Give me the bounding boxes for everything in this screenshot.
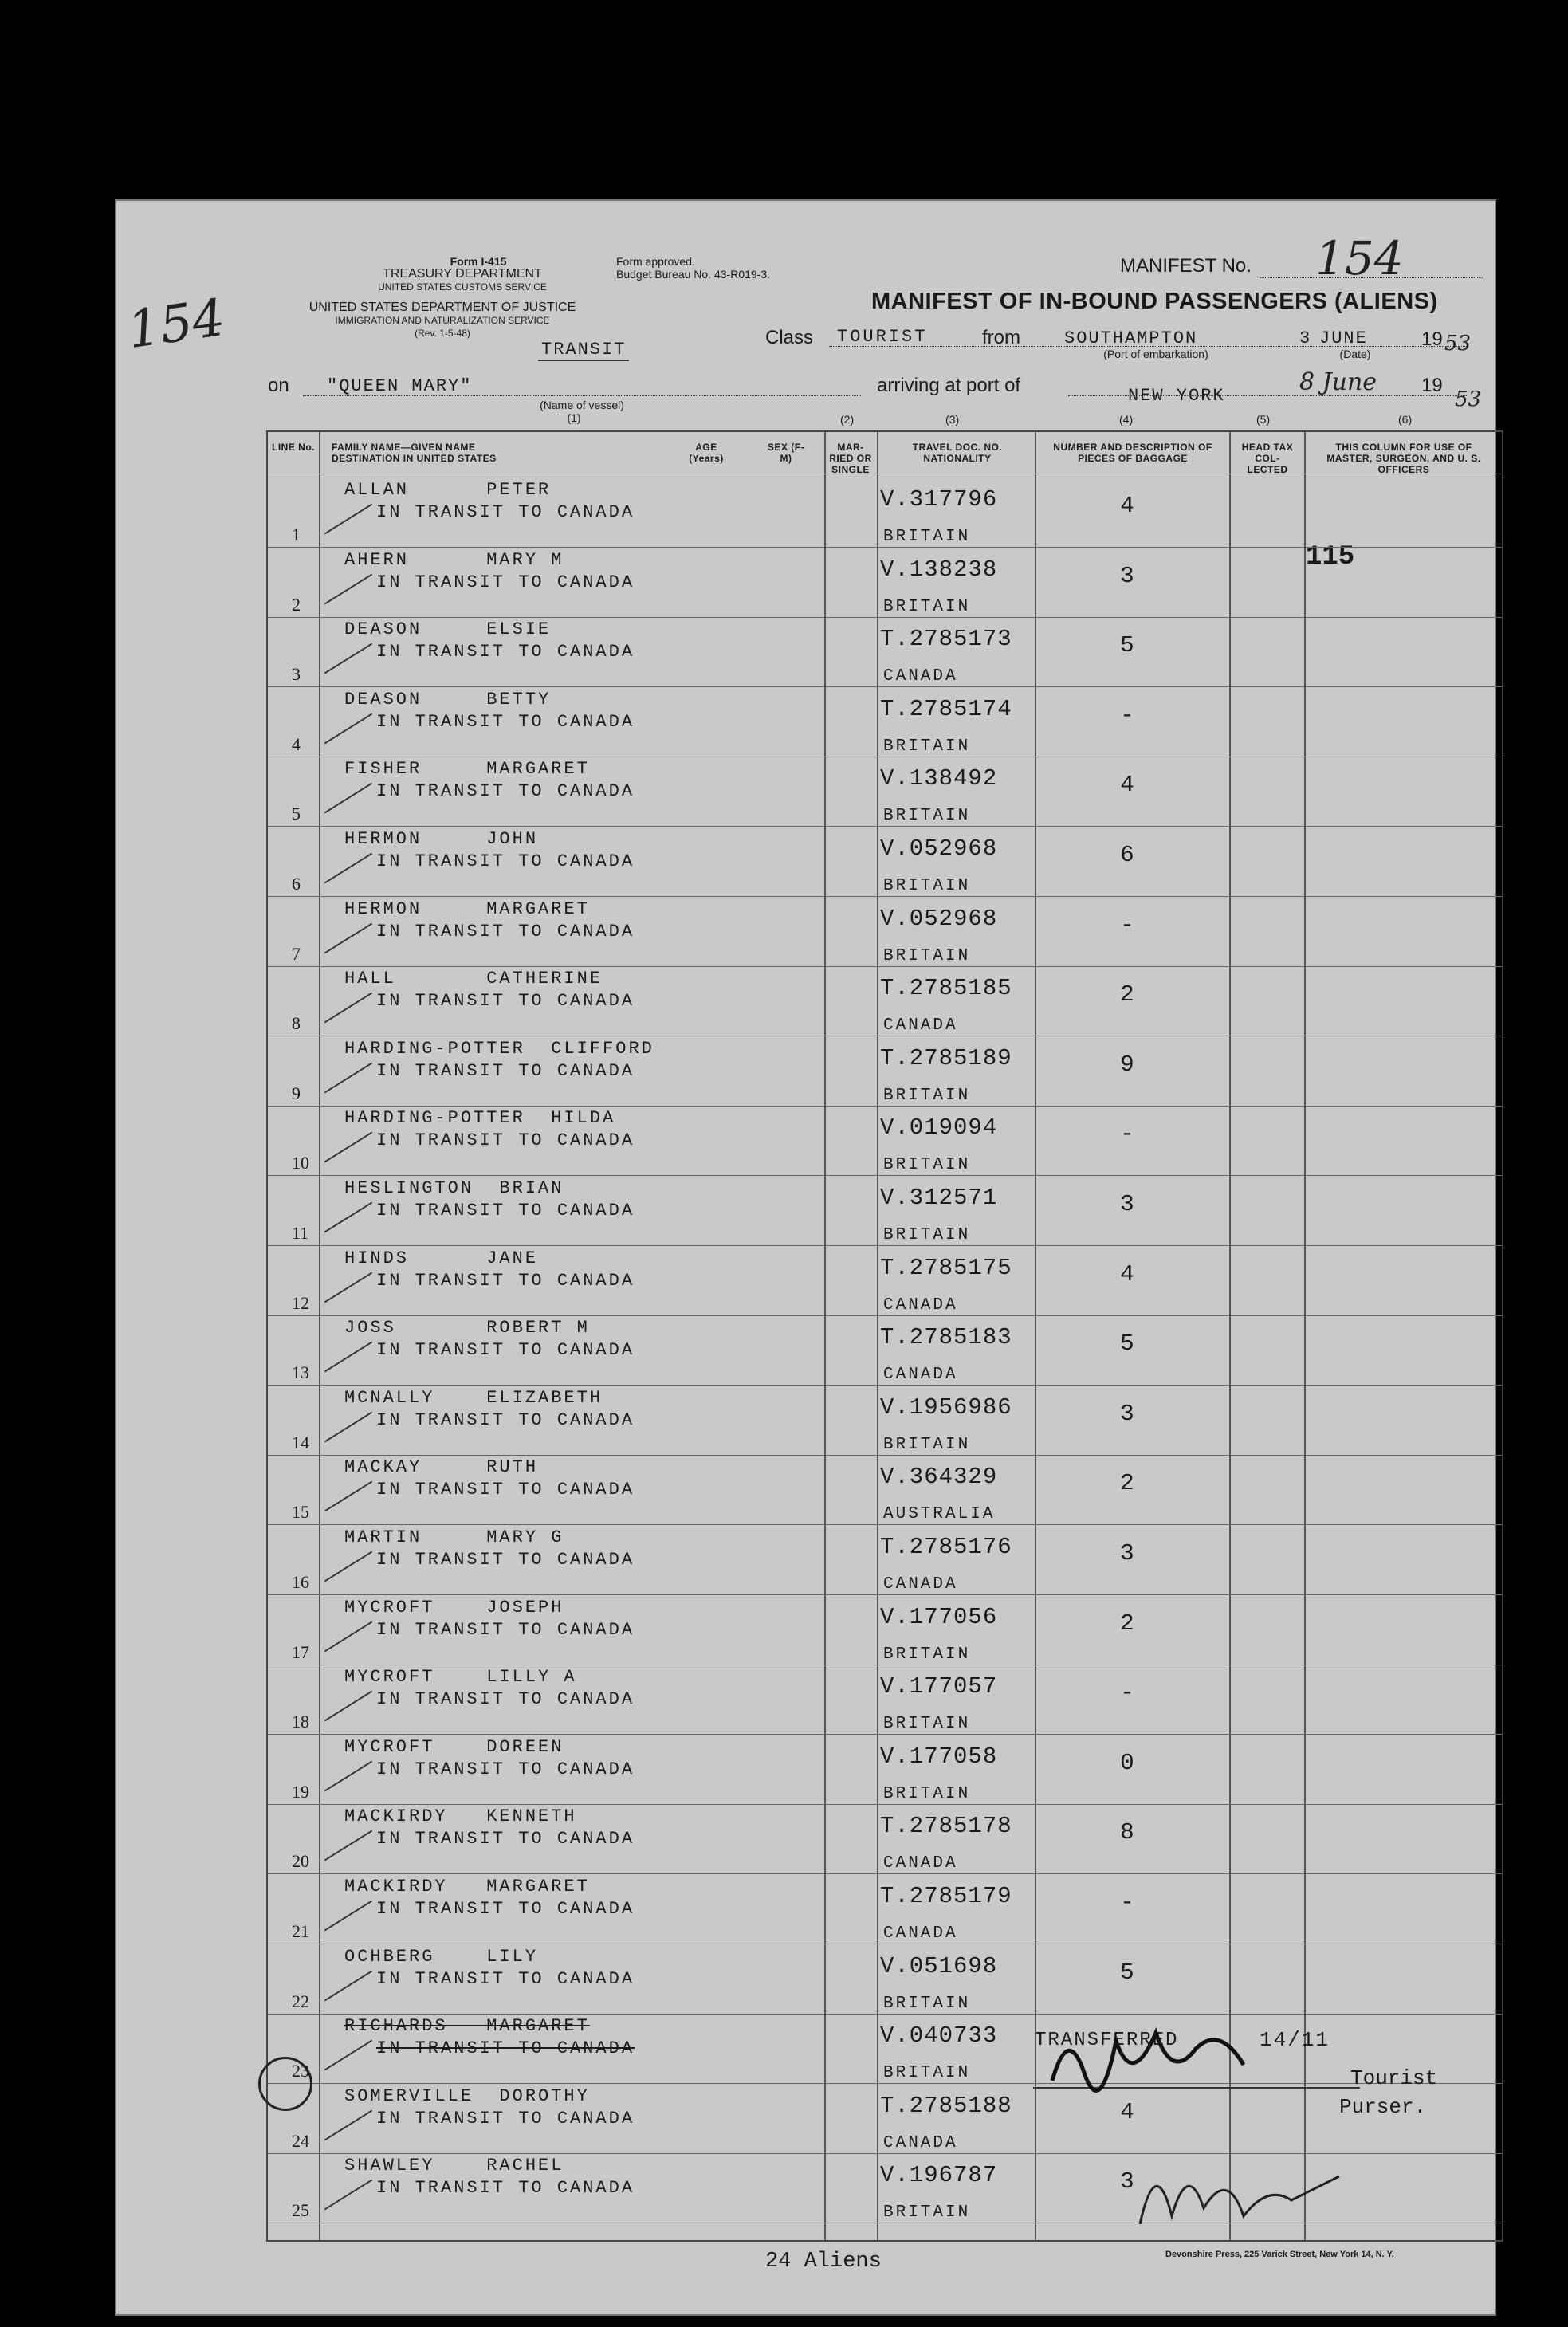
arrival-rule [1068,395,1467,396]
check-tick [324,2109,372,2140]
travel-doc-number: T.2785176 [880,1534,1012,1560]
table-row [268,1107,1502,1176]
baggage-count: 6 [1120,842,1134,868]
check-tick [324,504,372,535]
baggage-count: 3 [1120,2168,1134,2195]
passenger-name: ALLAN PETER [344,480,552,500]
table-row [268,1805,1502,1874]
baggage-count: 2 [1120,981,1134,1008]
nationality: BRITAIN [883,807,971,826]
passenger-name: OCHBERG LILY [344,1946,539,1967]
officer-mark: 115 [1306,542,1355,572]
line-number: 12 [292,1292,309,1313]
baggage-count: 3 [1120,1400,1134,1427]
arrival-year: 53 [1455,387,1482,411]
col-number-baggage: (4) [1119,413,1134,426]
col-line-no: LINE No. [272,442,315,453]
baggage-count: 4 [1120,1260,1134,1287]
treasury-dept: TREASURY DEPARTMENT [383,267,542,281]
passenger-destination: IN TRANSIT TO CANADA [376,1201,635,1220]
form-revision: (Rev. 1-5-48) [415,328,470,339]
arrival-year-prefix: 19 [1421,375,1443,396]
col-number-officers: (6) [1398,413,1413,426]
circle-mark-line-23 [258,2057,312,2111]
nationality: BRITAIN [883,1645,971,1664]
travel-doc-number: V.177057 [880,1673,998,1700]
passenger-name: HERMON JOHN [344,829,539,849]
passenger-name: MYCROFT LILLY A [344,1667,577,1688]
nationality: BRITAIN [883,1086,971,1105]
passenger-destination: IN TRANSIT TO CANADA [376,711,635,732]
baggage-count: 4 [1120,772,1134,799]
travel-doc-number: V.177056 [880,1603,998,1630]
col-officers: THIS COLUMN FOR USE OF MASTER, SURGEON, AND U. S. OFFICERS [1326,442,1481,475]
table-row [268,1037,1502,1107]
nationality: BRITAIN [883,528,971,546]
nationality: BRITAIN [883,737,971,756]
transferred-ref: 14/11 [1260,2028,1330,2052]
budget-bureau: Budget Bureau No. 43-R019-3. [616,268,771,281]
travel-doc-number: V.312571 [880,1185,998,1211]
vessel-col-number: (1) [567,411,581,424]
check-tick [324,853,372,884]
line-number: 21 [292,1921,309,1941]
baggage-count: - [1120,911,1134,938]
nationality: BRITAIN [883,877,971,895]
baggage-count: 4 [1120,493,1134,519]
passenger-name: MACKIRDY KENNETH [344,1806,577,1827]
table-row [268,1316,1502,1386]
passenger-destination: IN TRANSIT TO CANADA [376,1270,635,1291]
nationality: CANADA [883,1366,958,1385]
line-number: 13 [292,1362,309,1383]
passenger-destination: IN TRANSIT TO CANADA [376,2108,635,2128]
line-number: 14 [292,1432,309,1452]
line-number: 25 [292,2200,309,2221]
form-approved: Form approved. [616,255,695,268]
manifest-number: 154 [1315,231,1404,285]
travel-doc-number: V.019094 [880,1114,998,1142]
nationality: BRITAIN [883,946,971,965]
passenger-name: HARDING-POTTER CLIFFORD [344,1038,654,1059]
travel-doc-number: V.138492 [880,765,998,792]
passenger-destination: IN TRANSIT TO CANADA [376,1829,635,1849]
nationality: BRITAIN [883,1994,971,2013]
nationality: BRITAIN [883,2203,971,2223]
check-tick [324,1062,372,1093]
purser-line1: Tourist [1350,2066,1438,2090]
line-number: 11 [292,1223,309,1243]
vessel-caption: (Name of vessel) [540,399,624,411]
passenger-name: SHAWLEY RACHEL [344,2156,564,2176]
travel-doc-number: T.2785173 [880,626,1012,653]
nationality: CANADA [883,667,958,686]
baggage-count: 9 [1120,1051,1134,1078]
passenger-destination: IN TRANSIT TO CANADA [376,1689,635,1710]
table-row [268,1456,1502,1525]
margin-page-number: 154 [124,288,229,361]
passenger-destination: IN TRANSIT TO CANADA [376,1480,635,1500]
col-number-tax: (5) [1256,413,1271,426]
form-number: Form I-415 [450,255,507,268]
table-row [268,1526,1502,1595]
check-tick [324,993,372,1024]
line-number: 18 [292,1712,309,1732]
check-tick [324,1691,372,1722]
transit-stamp: TRANSIT [538,340,629,361]
nationality: BRITAIN [883,1715,971,1734]
table-row [268,1735,1502,1805]
line-number: 17 [292,1641,309,1662]
table-row [268,898,1502,967]
passenger-name: HALL CATHERINE [344,969,603,989]
nationality: CANADA [883,1016,958,1036]
nationality: CANADA [883,1295,958,1315]
passenger-name: MARTIN MARY G [344,1527,564,1547]
dept-justice: UNITED STATES DEPARTMENT OF JUSTICE [308,301,576,314]
check-tick [324,573,372,604]
line-number: 16 [292,1572,309,1592]
nationality: BRITAIN [883,1156,971,1175]
purser-signature [1036,2009,1275,2105]
baggage-count: 4 [1120,2098,1134,2125]
line-number: 6 [292,874,301,894]
passenger-destination: IN TRANSIT TO CANADA [376,1130,635,1151]
passenger-destination: IN TRANSIT TO CANADA [376,1340,635,1361]
passenger-name: DEASON ELSIE [344,619,552,640]
vessel-rule [303,395,861,396]
passenger-name: MYCROFT DOREEN [344,1736,564,1757]
check-tick [324,1901,372,1932]
manifest-label: MANIFEST No. [1120,255,1252,277]
check-tick [324,922,372,953]
check-tick [324,1970,372,2001]
table-row [268,827,1502,897]
nationality: BRITAIN [883,597,971,616]
travel-doc-number: V.196787 [880,2162,998,2189]
line-number: 9 [292,1083,301,1103]
vessel-name: "QUEEN MARY" [327,376,473,396]
baggage-count: 2 [1120,1610,1134,1637]
passenger-name: SOMERVILLE DOROTHY [344,2085,590,2106]
purser-line2: Purser. [1339,2095,1427,2119]
baggage-count: 0 [1120,1749,1134,1776]
passenger-destination: IN TRANSIT TO CANADA [376,1968,635,1989]
passenger-destination: IN TRANSIT TO CANADA [376,921,635,941]
passenger-name: MACKAY RUTH [344,1457,539,1478]
table-row [268,1596,1502,1665]
passenger-destination: IN TRANSIT TO CANADA [376,2178,635,2199]
table-row [268,618,1502,687]
baggage-count: - [1120,1121,1134,1148]
baggage-count: 3 [1120,1191,1134,1217]
class-label: Class [765,327,814,348]
on-label: on [268,375,289,396]
passenger-destination: IN TRANSIT TO CANADA [376,851,635,871]
manifest-number-underline [1260,277,1483,278]
check-tick [324,1621,372,1652]
travel-doc-number: T.2785183 [880,1324,1012,1351]
embark-port: SOUTHAMPTON [1064,328,1198,348]
col-sex: SEX (F-M) [767,442,805,464]
alien-count: 24 Aliens [765,2250,882,2274]
baggage-count: 5 [1120,632,1134,659]
passenger-name: MYCROFT JOSEPH [344,1597,564,1618]
depart-month: JUNE [1319,328,1368,348]
check-tick [324,1830,372,1861]
passenger-name: HESLINGTON BRIAN [344,1178,564,1198]
line-number: 2 [292,594,301,615]
travel-doc-number: T.2785185 [880,975,1012,1002]
passenger-name: RICHARDS MARGARET [344,2016,590,2037]
embark-caption: (Port of embarkation) [1103,348,1208,360]
travel-doc-number: T.2785175 [880,1254,1012,1281]
arriving-label: arriving at port of [877,375,1021,396]
travel-doc-number: V.040733 [880,2022,998,2050]
line-number: 4 [292,733,301,754]
baggage-count: 5 [1120,1959,1134,1986]
baggage-count: 2 [1120,1470,1134,1497]
baggage-count: 3 [1120,1540,1134,1566]
travel-doc-number: T.2785188 [880,2092,1012,2119]
table-row [268,1177,1502,1246]
travel-doc-number: V.052968 [880,905,998,932]
passenger-name: FISHER MARGARET [344,759,590,780]
table-row [268,478,1502,548]
baggage-count: - [1120,702,1134,729]
table-row [268,967,1502,1036]
check-tick [324,1202,372,1233]
passenger-destination: IN TRANSIT TO CANADA [376,1550,635,1570]
passenger-name: JOSS ROBERT M [344,1318,590,1338]
travel-doc-number: T.2785189 [880,1044,1012,1071]
passenger-destination: IN TRANSIT TO CANADA [376,1759,635,1779]
line-number: 10 [292,1153,309,1173]
travel-doc-number: V.364329 [880,1464,998,1491]
passenger-name: HERMON MARGARET [344,898,590,919]
travel-doc-number: V.051698 [880,1952,998,1979]
date-caption: (Date) [1339,348,1371,360]
passenger-name: AHERN MARY M [344,549,564,570]
travel-doc-number: T.2785174 [880,695,1012,722]
travel-doc-number: T.2785179 [880,1883,1012,1909]
line-number: 19 [292,1781,309,1802]
customs-service: UNITED STATES CUSTOMS SERVICE [378,281,547,293]
check-tick [324,713,372,744]
table-row [268,1386,1502,1456]
printer-imprint: Devonshire Press, 225 Varick Street, New York 14, N. Y. [1165,2250,1394,2259]
col-number-doc: (3) [945,413,960,426]
travel-doc-number: V.052968 [880,835,998,862]
nationality: CANADA [883,1575,958,1594]
travel-doc-number: V.317796 [880,486,998,513]
baggage-count: - [1120,1889,1134,1916]
passenger-destination: IN TRANSIT TO CANADA [376,781,635,802]
passenger-name: HINDS JANE [344,1248,539,1268]
passenger-destination: IN TRANSIT TO CANADA [376,1060,635,1081]
arrival-port: NEW YORK [1128,386,1225,406]
nationality: BRITAIN [883,1435,971,1454]
line-number: 3 [292,664,301,685]
year-prefix: 19 [1421,328,1443,350]
table-row [268,1665,1502,1735]
passenger-name: HARDING-POTTER HILDA [344,1108,616,1129]
check-tick [324,643,372,674]
passenger-name: DEASON BETTY [344,689,552,709]
depart-year: 53 [1444,332,1472,356]
nationality: CANADA [883,2133,958,2152]
check-tick [324,1551,372,1582]
travel-doc-number: V.138238 [880,556,998,583]
baggage-count: 3 [1120,562,1134,589]
check-tick [324,1481,372,1512]
line-number: 23 [292,2061,309,2081]
ins-service: IMMIGRATION AND NATURALIZATION SERVICE [335,315,550,326]
passenger-table [266,413,1503,2242]
passenger-destination: IN TRANSIT TO CANADA [376,572,635,592]
class-value: TOURIST [837,327,928,347]
check-tick [324,1760,372,1791]
table-row [268,688,1502,757]
passenger-destination: IN TRANSIT TO CANADA [376,1409,635,1430]
arrival-date: 8 June [1299,368,1377,396]
depart-day: 3 [1299,328,1311,348]
nationality: AUSTRALIA [883,1505,996,1524]
table-row [268,757,1502,827]
check-tick [324,1132,372,1163]
check-tick [324,2180,372,2211]
col-number-married: (2) [840,413,855,426]
table-row [268,1247,1502,1316]
nationality: BRITAIN [883,1226,971,1244]
col-doc: TRAVEL DOC. NO. NATIONALITY [912,442,1003,464]
transferred-stamp: TRANSFERRED [1035,2030,1179,2051]
table-row [268,1945,1502,2015]
line-number: 24 [292,2130,309,2151]
line-number: 7 [292,943,301,964]
check-tick [324,1272,372,1303]
from-label: from [982,327,1020,348]
passenger-destination: IN TRANSIT TO CANADA [376,991,635,1012]
passenger-destination: IN TRANSIT TO CANADA [376,502,635,522]
passenger-destination: IN TRANSIT TO CANADA [376,642,635,662]
nationality: CANADA [883,1854,958,1873]
line-number: 8 [292,1013,301,1034]
manifest-title: MANIFEST OF IN-BOUND PASSENGERS (ALIENS) [871,289,1438,314]
line-number: 20 [292,1851,309,1872]
officer-signature [1132,2136,1387,2248]
check-tick [324,783,372,814]
line-number: 1 [292,525,301,544]
col-married: MAR- RIED OR SINGLE [829,442,872,475]
col-baggage: NUMBER AND DESCRIPTION OF PIECES OF BAGGAGE [1053,442,1212,464]
check-tick [324,1342,372,1373]
baggage-count: - [1120,1680,1134,1707]
passenger-name: MCNALLY ELIZABETH [344,1387,603,1408]
travel-doc-number: V.177058 [880,1743,998,1770]
col-age: AGE (Years) [689,442,724,464]
passenger-destination: IN TRANSIT TO CANADA [376,1619,635,1640]
travel-doc-number: V.1956986 [880,1393,1012,1421]
line-number: 5 [292,804,301,824]
table-row [268,1875,1502,1944]
travel-doc-number: T.2785178 [880,1813,1012,1840]
passenger-destination: IN TRANSIT TO CANADA [376,2038,635,2059]
nationality: CANADA [883,1924,958,1943]
passenger-destination: IN TRANSIT TO CANADA [376,1899,635,1919]
line-number: 22 [292,1991,309,2011]
check-tick [324,1411,372,1442]
check-tick [324,2040,372,2071]
baggage-count: 8 [1120,1819,1134,1846]
nationality: BRITAIN [883,1784,971,1803]
col-name: FAMILY NAME—GIVEN NAME DESTINATION IN UNITED STATES [332,442,497,464]
baggage-count: 5 [1120,1331,1134,1358]
col-tax: HEAD TAX COL- LECTED [1241,442,1294,475]
nationality: BRITAIN [883,2064,971,2083]
class-line-rule [829,346,1467,347]
passenger-name: MACKIRDY MARGARET [344,1877,590,1897]
line-number: 15 [292,1502,309,1523]
table-row [268,548,1502,618]
